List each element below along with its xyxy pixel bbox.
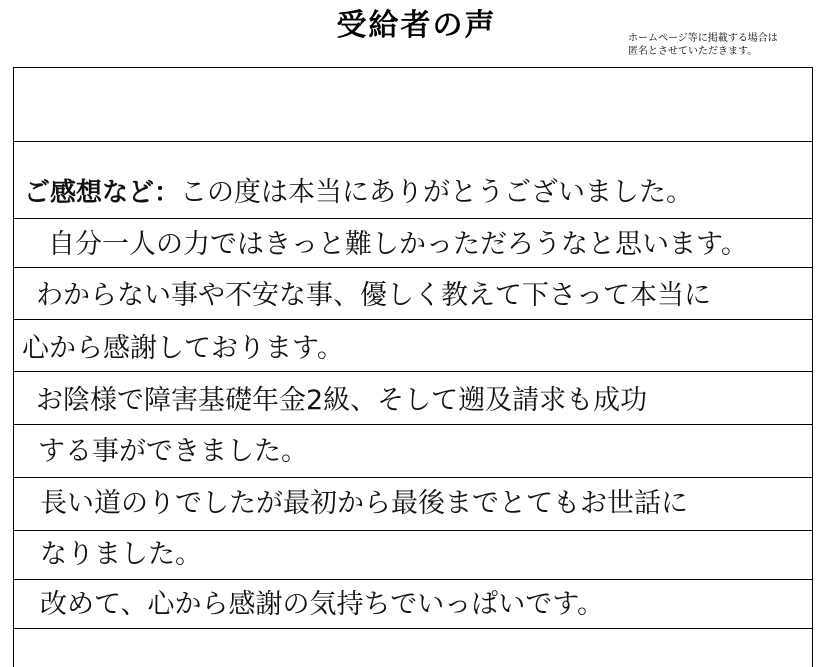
rule-line: [14, 218, 812, 219]
rule-line: [14, 579, 812, 580]
feedback-line-2: 自分一人の力ではきっと難しかっただろうなと思います。: [48, 229, 748, 260]
rule-line: [14, 371, 812, 372]
page-title: 受給者の声: [336, 8, 497, 43]
rule-line: [14, 424, 812, 425]
rule-line: [14, 530, 812, 531]
rule-line: [14, 477, 812, 478]
notice-line-1: ホームページ等に掲載する場合は: [628, 33, 778, 44]
notice-line-2: 匿名とさせていただきます。: [628, 46, 758, 57]
rule-line: [14, 628, 812, 629]
feedback-line-8: なりました。: [40, 539, 202, 570]
feedback-sheet: [13, 67, 813, 667]
rule-line: [14, 267, 812, 268]
feedback-text: この度は本当にありがとうございました。: [180, 177, 694, 208]
feedback-line-4: 心から感謝しております。: [22, 333, 344, 364]
rule-line: [14, 319, 812, 320]
feedback-line-5: お陰様で障害基礎年金2級、そして遡及請求も成功: [36, 385, 648, 416]
rule-line: [14, 67, 812, 68]
feedback-line-3: わからない事や不安な事、優しく教えて下さって本当に: [36, 280, 711, 311]
feedback-label: ご感想など：: [24, 178, 181, 208]
anonymity-notice: [628, 32, 828, 58]
feedback-line-1: [24, 173, 693, 213]
feedback-line-7: 長い道のりでしたが最初から最後までとてもお世話に: [40, 488, 688, 519]
feedback-line-6: する事ができました。: [38, 436, 308, 467]
feedback-line-9: 改めて、心から感謝の気持ちでいっぱいです。: [40, 589, 605, 620]
rule-line: [14, 141, 812, 142]
